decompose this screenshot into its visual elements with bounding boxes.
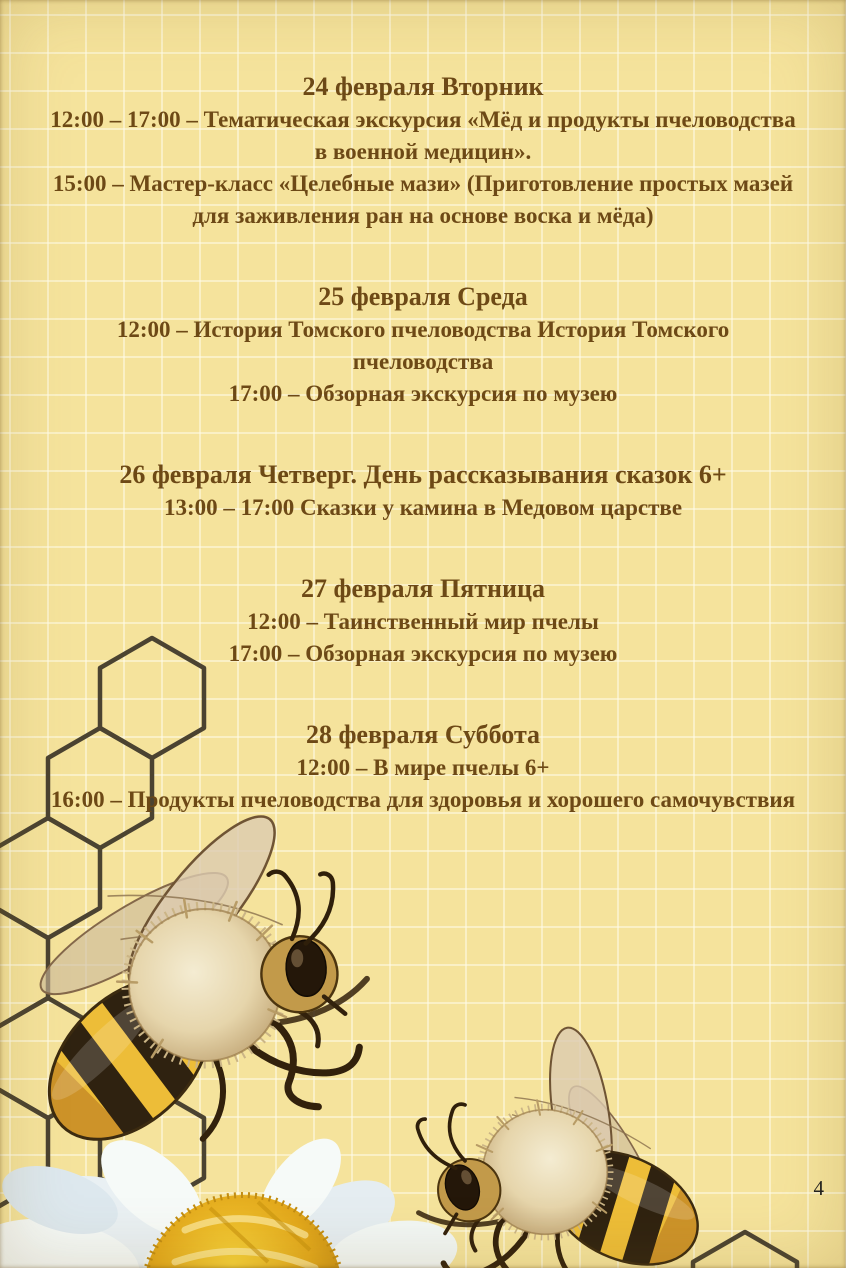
event-line: 17:00 – Обзорная экскурсия по музею bbox=[228, 381, 618, 406]
event-line: 12:00 – Таинственный мир пчелы bbox=[247, 609, 599, 634]
day-title: 27 февраля Пятница bbox=[301, 574, 545, 603]
event-line: 16:00 – Продукты пчеловодства для здоровья и хорошего самочувствия bbox=[50, 787, 796, 812]
day-section-friday bbox=[0, 572, 846, 670]
honeycomb-pattern-icon bbox=[693, 1232, 846, 1268]
page-number: 4 bbox=[813, 1176, 824, 1200]
day-section-thursday bbox=[0, 458, 846, 524]
event-line: 12:00 – История Томского пчеловодства История Томского bbox=[116, 317, 730, 342]
day-title: 26 февраля Четверг. День рассказывания сказок 6+ bbox=[119, 460, 727, 489]
bee-small-icon bbox=[409, 1000, 740, 1268]
event-line: 17:00 – Обзорная экскурсия по музею bbox=[228, 641, 618, 666]
day-section-saturday bbox=[0, 718, 846, 816]
event-line: 13:00 – 17:00 Сказки у камина в Медовом царстве bbox=[163, 495, 683, 520]
daisy-flower-icon bbox=[0, 1123, 463, 1268]
day-section-tuesday bbox=[0, 70, 846, 232]
event-line-continuation: для заживления ран на основе воска и мёда) bbox=[192, 203, 654, 228]
day-section-wednesday bbox=[0, 280, 846, 410]
event-line: 12:00 – В мире пчелы 6+ bbox=[296, 755, 550, 780]
day-title: 24 февраля Вторник bbox=[302, 72, 544, 101]
event-line-continuation: в военной медицин». bbox=[314, 139, 532, 164]
day-title: 25 февраля Среда bbox=[318, 282, 528, 311]
day-title: 28 февраля Суббота bbox=[305, 720, 541, 749]
event-line: 12:00 – 17:00 – Тематическая экскурсия «Мёд и продукты пчеловодства bbox=[50, 107, 796, 132]
event-line-continuation: пчеловодства bbox=[352, 349, 494, 374]
event-line: 15:00 – Мастер-класс «Целебные мази» (Приготовление простых мазей bbox=[52, 171, 794, 196]
